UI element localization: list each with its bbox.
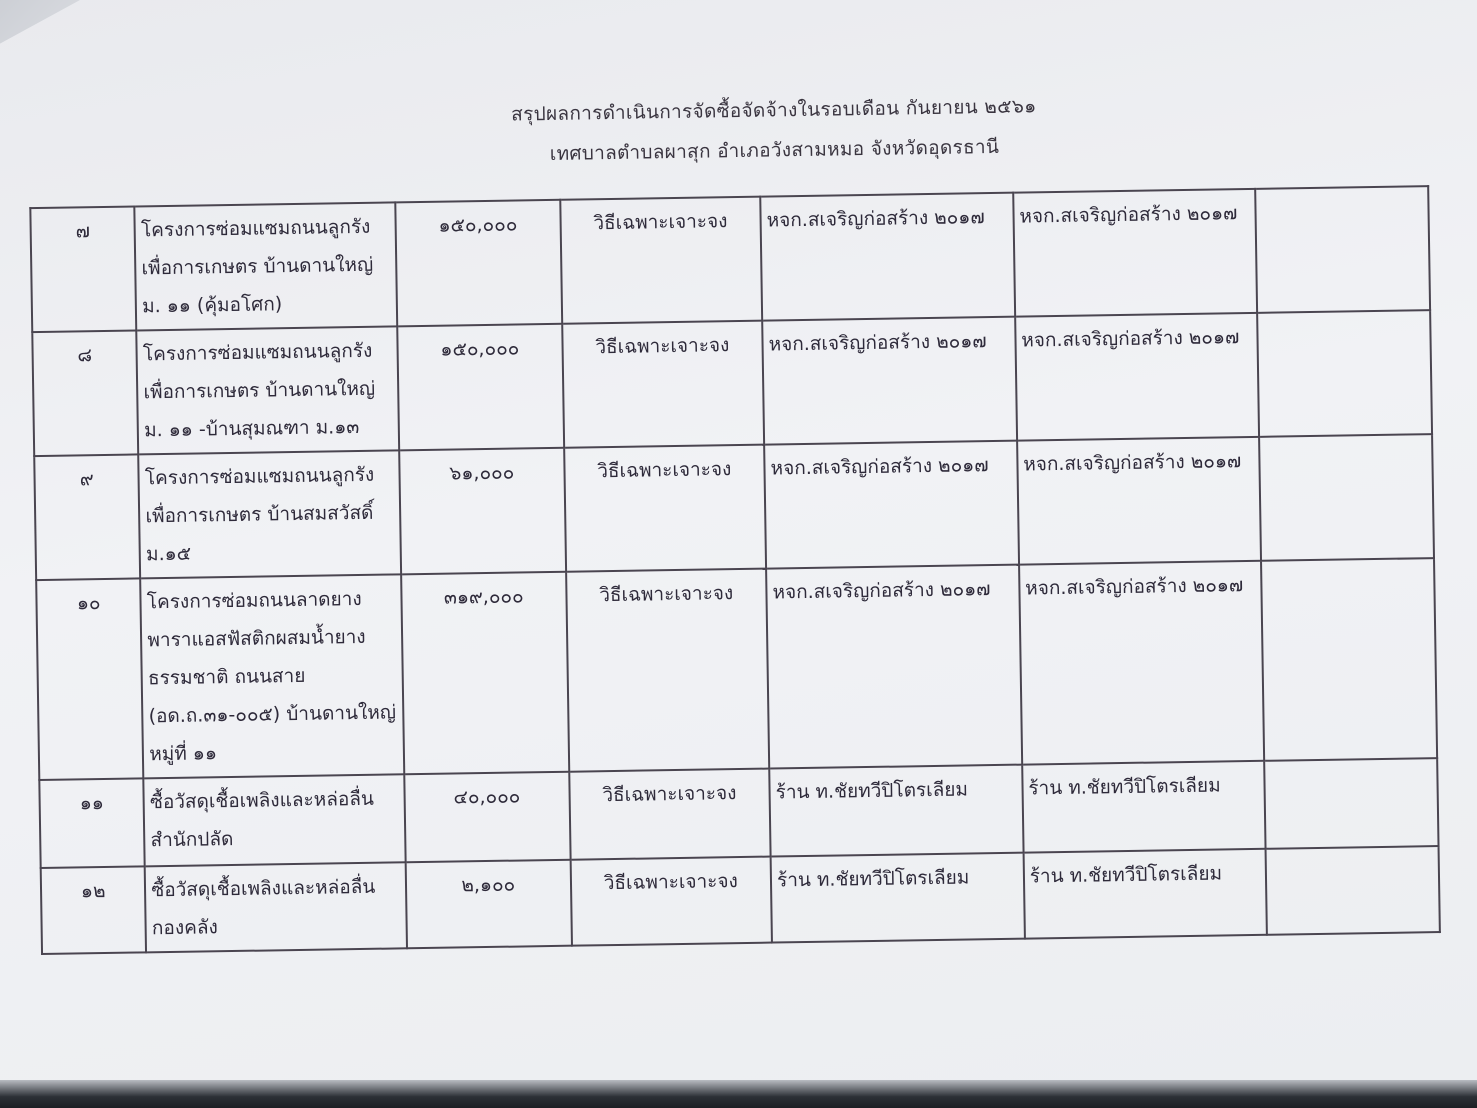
procurement-method: วิธีเฉพาะเจาะจง <box>564 445 766 572</box>
remark-cell <box>1266 846 1440 935</box>
project-name-line: ซื้อวัสดุเชื้อเพลิงและหล่อลื่น <box>149 787 375 814</box>
project-name <box>140 574 404 778</box>
project-name-line: ม. ๑๑ (คุ้มอโศก) <box>142 293 283 318</box>
project-name-line: ม.๑๕ <box>145 542 192 566</box>
table-row <box>30 186 1430 332</box>
table-row <box>36 558 1437 780</box>
project-name-line: กองคลัง <box>151 916 218 940</box>
procurement-table <box>29 185 1441 955</box>
row-number: ๑๑ <box>39 778 145 868</box>
document-title: สรุปผลการดำเนินการจัดซื้อจัดจ้างในรอบเดือน กันยายน ๒๕๖๑ <box>511 95 1037 126</box>
project-name-line: ธรรมชาติ ถนนสาย <box>147 664 306 690</box>
remark-cell <box>1261 558 1437 761</box>
selected-vendor: ร้าน ท.ชัยทวีปิโตรเลียม <box>1022 761 1266 853</box>
project-name-line: เพื่อการเกษตร บ้านสมสวัสดิ์ <box>145 501 374 528</box>
project-name-line: ซื้อวัสดุเชื้อเพลิงและหล่อลื่น <box>151 875 376 902</box>
project-name-line: โครงการซ่อมแซมถนนลูกรัง <box>140 215 371 242</box>
budget-amount: ๑๕๐,๐๐๐ <box>397 324 563 451</box>
bidder-name: หจก.สเจริญก่อสร้าง ๒๐๑๗ <box>762 317 1017 445</box>
bidder-name: หจก.สเจริญก่อสร้าง ๒๐๑๗ <box>760 193 1015 321</box>
project-name-line: โครงการซ่อมแซมถนนลูกรัง <box>144 463 375 490</box>
row-number: ๘ <box>32 330 138 456</box>
selected-vendor: หจก.สเจริญก่อสร้าง ๒๐๑๗ <box>1019 561 1265 765</box>
project-name <box>137 326 400 454</box>
row-number: ๙ <box>34 454 140 580</box>
project-name-line: โครงการซ่อมแซมถนนลูกรัง <box>142 339 373 366</box>
selected-vendor: หจก.สเจริญก่อสร้าง ๒๐๑๗ <box>1017 437 1262 565</box>
project-name <box>144 774 406 866</box>
project-name-line: เพื่อการเกษตร บ้านดานใหญ่ <box>141 253 374 280</box>
procurement-method: วิธีเฉพาะเจาะจง <box>566 569 770 772</box>
project-name <box>145 862 407 952</box>
remark-cell <box>1256 186 1430 313</box>
project-name <box>135 202 398 330</box>
budget-amount: ๖๑,๐๐๐ <box>399 448 565 575</box>
table-row <box>34 434 1434 580</box>
bidder-name: ร้าน ท.ชัยทวีปิโตรเลียม <box>771 853 1025 943</box>
procurement-method: วิธีเฉพาะเจาะจง <box>560 197 762 324</box>
procurement-method: วิธีเฉพาะเจาะจง <box>562 321 764 448</box>
project-name-line: โครงการซ่อมถนนลาดยาง <box>146 587 362 614</box>
budget-amount: ๑๕๐,๐๐๐ <box>395 200 561 327</box>
procurement-method: วิธีเฉพาะเจาะจง <box>569 769 771 860</box>
bidder-name: หจก.สเจริญก่อสร้าง ๒๐๑๗ <box>764 441 1019 569</box>
budget-amount: ๒,๑๐๐ <box>406 860 572 949</box>
remark-cell <box>1265 758 1439 849</box>
project-name-line: (อด.ถ.๓๑-๐๐๕) บ้านดานใหญ่ <box>148 701 397 728</box>
project-name-line: สำนักปลัด <box>150 828 234 852</box>
selected-vendor: ร้าน ท.ชัยทวีปิโตรเลียม <box>1023 849 1267 939</box>
bidder-name: หจก.สเจริญก่อสร้าง ๒๐๑๗ <box>766 565 1022 769</box>
selected-vendor: หจก.สเจริญก่อสร้าง ๒๐๑๗ <box>1015 313 1260 441</box>
budget-amount: ๓๑๙,๐๐๐ <box>401 572 569 775</box>
row-number: ๑๐ <box>36 578 143 780</box>
bidder-name: ร้าน ท.ชัยทวีปิโตรเลียม <box>769 765 1023 857</box>
project-name-line: เพื่อการเกษตร บ้านดานใหญ่ <box>143 377 376 404</box>
remark-cell <box>1260 434 1434 561</box>
procurement-method: วิธีเฉพาะเจาะจง <box>570 857 772 946</box>
row-number: ๗ <box>30 206 136 332</box>
project-name-line: หมู่ที่ ๑๑ <box>149 742 218 766</box>
table-row <box>32 310 1432 456</box>
project-name-line: พาราแอสฟัสติกผสมน้ำยาง <box>147 625 366 652</box>
document-subtitle: เทศบาลตำบลผาสุก อำเภอวังสามหมอ จังหวัดอุดรธานี <box>549 135 1000 165</box>
project-name <box>139 450 402 578</box>
row-number: ๑๒ <box>41 866 147 954</box>
selected-vendor: หจก.สเจริญก่อสร้าง ๒๐๑๗ <box>1013 189 1258 317</box>
remark-cell <box>1258 310 1432 437</box>
project-name-line: ม. ๑๑ -บ้านสุมณฑา ม.๑๓ <box>143 415 360 442</box>
budget-amount: ๔๐,๐๐๐ <box>404 772 570 863</box>
